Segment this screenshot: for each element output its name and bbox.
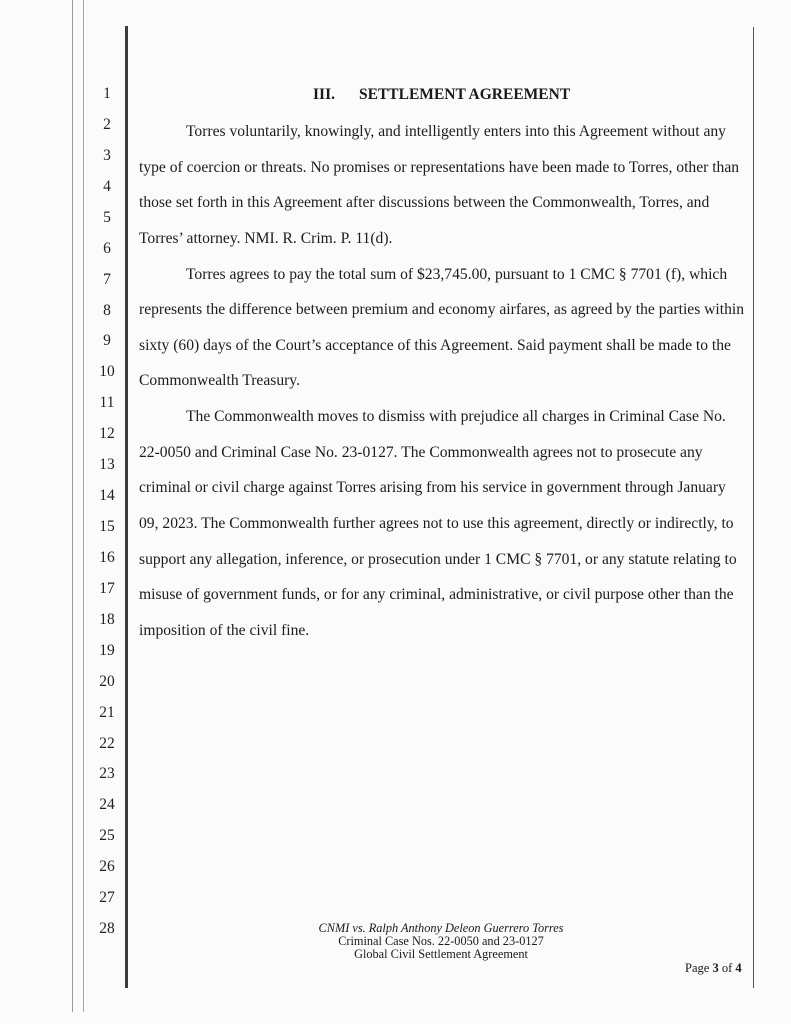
page-number [685,961,742,976]
body-text-line: support any allegation, inference, or prosecution under 1 CMC § 7701, or any statute relating to [139,550,737,568]
body-text-line: type of coercion or threats. No promises or representations have been made to Torres, other than [139,158,740,176]
body-text-line: sixty (60) days of the Court’s acceptance of this Agreement. Said payment shall be made to the [139,336,731,354]
line-number: 25 [99,827,115,845]
line-number: 1 [103,85,111,102]
body-text-line: imposition of the civil fine. [139,621,310,639]
line-number: 23 [99,765,115,783]
line-number: 27 [99,889,115,907]
document-title: Global Civil Settlement Agreement [354,947,528,961]
body-text-line: Torres voluntarily, knowingly, and intelligently enters into this Agreement without any [186,123,726,140]
body-text-line: misuse of government funds, or for any criminal, administrative, or civil purpose other than the [139,586,734,604]
line-number: 24 [99,796,115,814]
line-number: 18 [99,610,115,628]
body-text-line: 09, 2023. The Commonwealth further agrees not to use this agreement, directly or indirectly, to [139,515,734,533]
page-total: 4 [735,961,742,975]
body-text-line: Torres agrees to pay the total sum of $23,745.00, pursuant to 1 CMC § 7701 (f), which [186,265,728,283]
page-separator: of [718,961,736,975]
line-number: 17 [99,579,115,597]
body-text-line: Torres’ attorney. NMI. R. Crim. P. 11(d). [139,229,393,247]
line-number: 6 [103,239,111,257]
line-number: 12 [99,425,115,443]
line-number: 20 [99,672,115,690]
margin-line-inner [83,0,84,1012]
line-number: 21 [99,703,115,721]
line-number: 8 [103,301,111,319]
document-footer [241,922,641,961]
page-current: 3 [712,961,719,975]
line-number: 5 [103,208,111,226]
body-text-line: those set forth in this Agreement after discussions between the Commonwealth, Torres, and [139,194,710,212]
line-number: 2 [103,115,111,133]
line-number: 26 [99,858,115,876]
section-heading [313,86,570,104]
settlement-agreement-body [139,122,745,657]
body-text-line: Commonwealth Treasury. [139,372,300,390]
line-number: 28 [99,920,115,938]
line-number: 22 [99,734,115,752]
line-number: 19 [99,641,115,659]
line-number: 3 [103,146,111,164]
page-prefix: Page [685,961,713,975]
margin-line-outer [72,0,73,1012]
left-margin-rule [125,26,128,988]
section-title: SETTLEMENT AGREEMENT [359,86,571,103]
line-number: 11 [99,394,115,412]
body-text-line: represents the difference between premium and economy airfares, as agreed by the parties within [139,301,745,319]
section-number: III. [313,86,335,103]
line-number: 14 [99,487,115,505]
right-margin-rule [753,27,754,988]
case-caption: CNMI vs. Ralph Anthony Deleon Guerrero Torres [318,921,564,935]
line-number: 16 [99,548,115,566]
line-number: 10 [99,363,115,381]
body-text-line: criminal or civil charge against Torres arising from his service in government through January [139,479,726,497]
line-number: 9 [103,332,111,350]
line-number: 4 [103,177,111,195]
body-text-line: 22-0050 and Criminal Case No. 23-0127. The Commonwealth agrees not to prosecute any [139,443,703,461]
body-text-line: The Commonwealth moves to dismiss with prejudice all charges in Criminal Case No. [186,408,726,426]
line-number: 13 [99,456,115,474]
line-number: 15 [99,518,115,536]
case-numbers: Criminal Case Nos. 22-0050 and 23-0127 [338,934,544,948]
line-number: 7 [103,270,111,288]
